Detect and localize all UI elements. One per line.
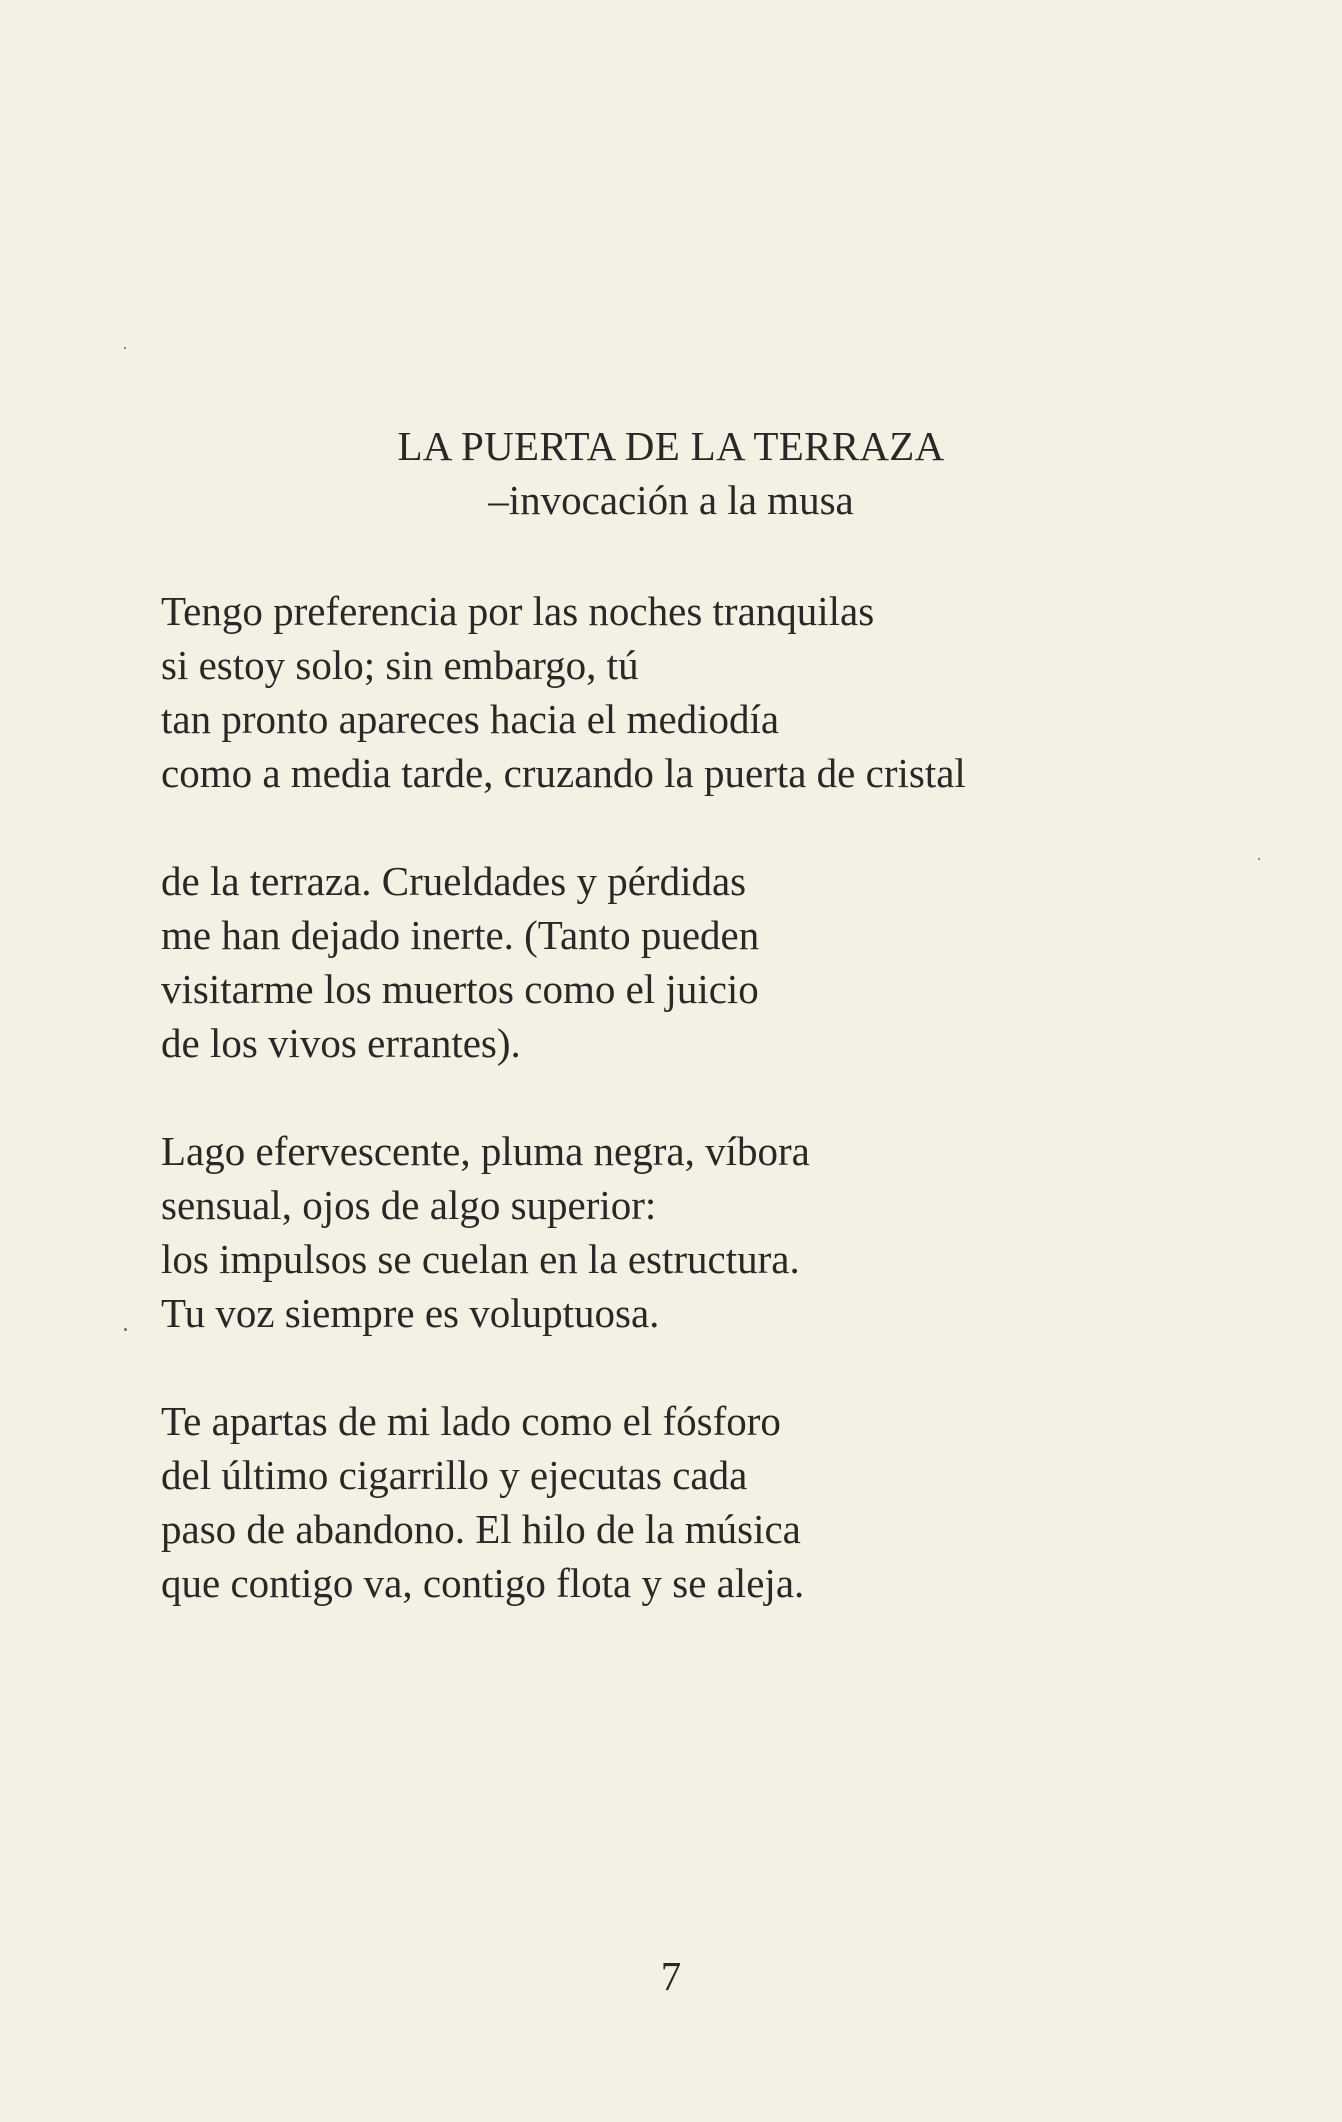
verse-line: Tu voz siempre es voluptuosa. <box>161 1290 660 1336</box>
stanza-3 <box>161 1124 1261 1340</box>
verse-line: tan pronto apareces hacia el mediodía <box>161 696 780 742</box>
paper-speck <box>124 1328 127 1331</box>
verse-line: del último cigarrillo y ejecutas cada <box>161 1452 748 1498</box>
verse-line: de la terraza. Crueldades y pérdidas <box>161 858 747 904</box>
paper-speck <box>124 347 126 349</box>
verse-line: sensual, ojos de algo superior: <box>161 1182 657 1228</box>
verse-line: me han dejado inerte. (Tanto pueden <box>161 912 760 958</box>
stanza-4 <box>161 1394 1261 1610</box>
verse-line: Te apartas de mi lado como el fósforo <box>161 1398 781 1444</box>
verse-line: Tengo preferencia por las noches tranquilas <box>161 588 875 634</box>
verse-line: los impulsos se cuelan en la estructura. <box>161 1236 800 1282</box>
verse-line: visitarme los muertos como el juicio <box>161 966 759 1012</box>
poem-subtitle: –invocación a la musa <box>488 477 854 523</box>
verse-line: Lago efervescente, pluma negra, víbora <box>161 1128 810 1174</box>
paper-speck <box>1258 858 1260 860</box>
verse-line: que contigo va, contigo flota y se aleja. <box>161 1560 805 1606</box>
stanza-1 <box>161 584 1261 800</box>
page-number: 7 <box>660 1953 682 1999</box>
stanza-2 <box>161 854 1261 1070</box>
poem-title: LA PUERTA DE LA TERRAZA <box>397 423 945 469</box>
verse-line: paso de abandono. El hilo de la música <box>161 1506 801 1552</box>
verse-line: de los vivos errantes). <box>161 1020 521 1066</box>
poem-body <box>161 584 1261 1664</box>
verse-line: si estoy solo; sin embargo, tú <box>161 642 639 688</box>
verse-line: como a media tarde, cruzando la puerta de cristal <box>161 750 966 796</box>
